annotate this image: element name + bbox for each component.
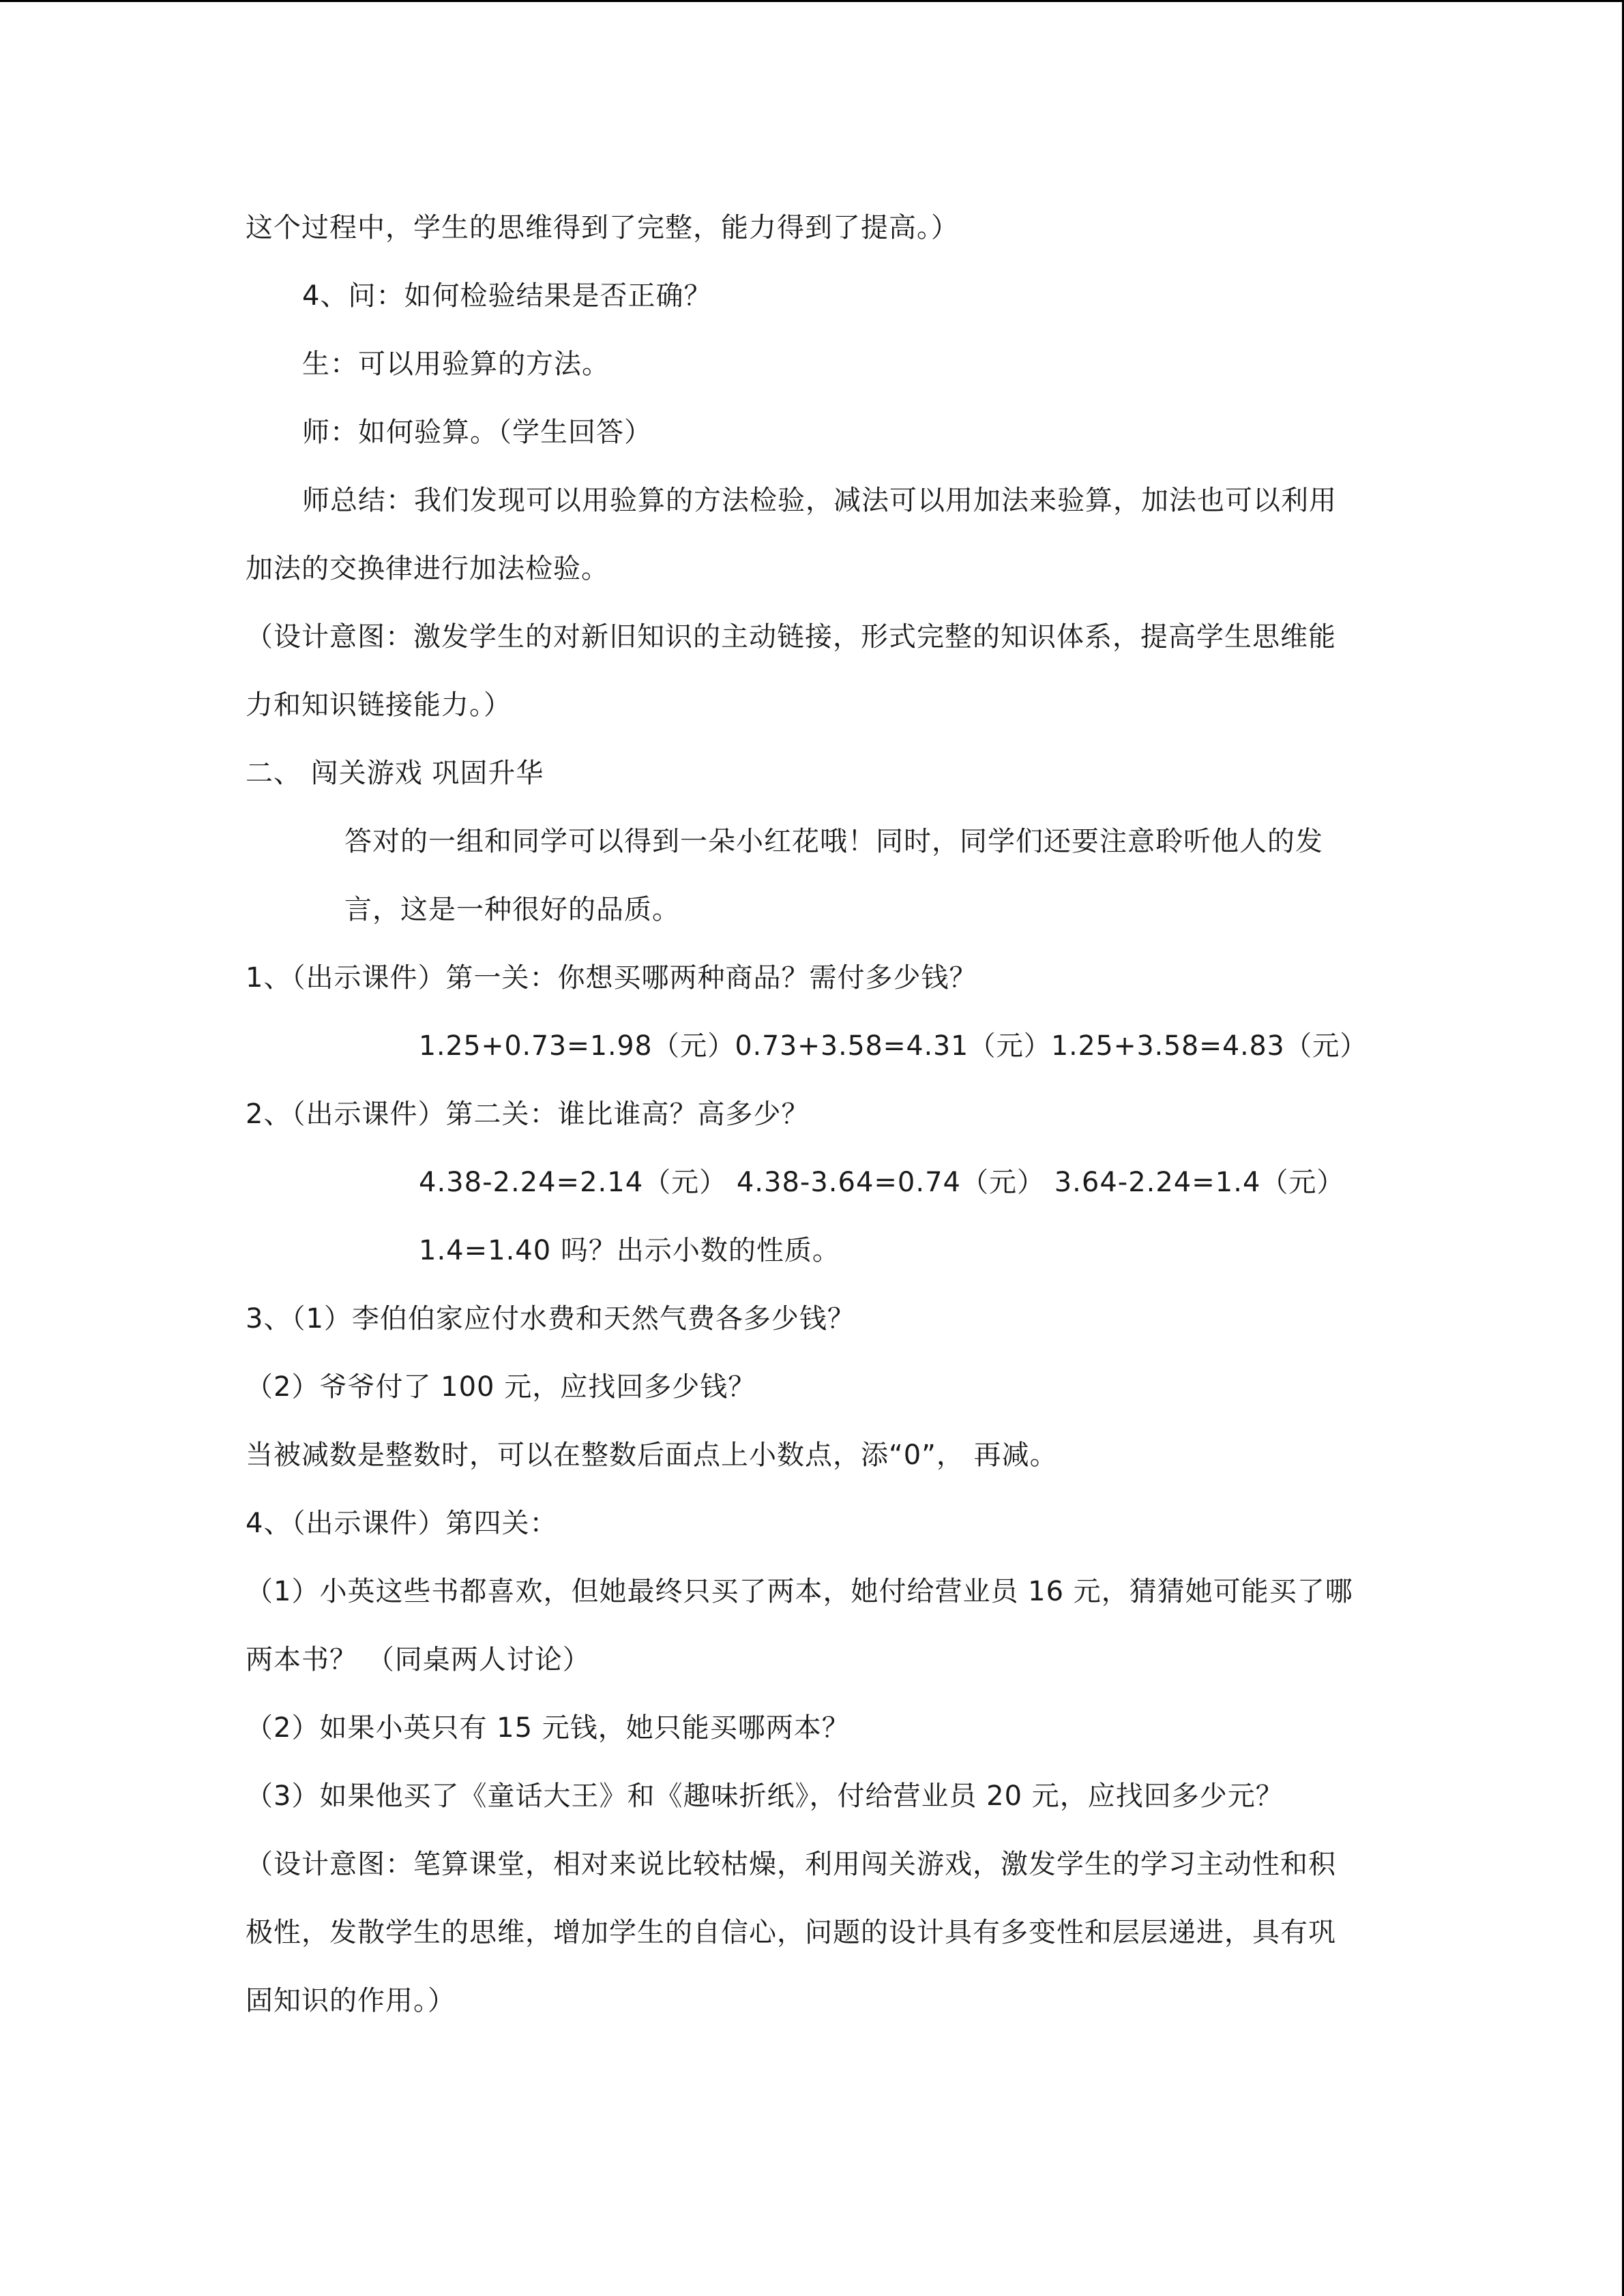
text-line: 极性，发散学生的思维，增加学生的自信心，问题的设计具有多变性和层层递进，具有巩 xyxy=(246,1917,1336,1948)
text-line: 固知识的作用。） xyxy=(246,1985,456,2016)
text-line: 4、（出示课件）第四关： xyxy=(246,1508,558,1539)
text-line: （3）如果他买了《童话大王》和《趣味折纸》，付给营业员 20 元，应找回多少元？ xyxy=(246,1780,1284,1812)
text-line: 两本书？ （同桌两人讨论） xyxy=(246,1644,591,1675)
equation-line: 1.25+0.73=1.98（元）0.73+3.58=4.31（元）1.25+3.58=4.83（元） xyxy=(419,1030,1368,1062)
text-line: 这个过程中，学生的思维得到了完整，能力得到了提高。） xyxy=(246,212,959,243)
text-line: 1.4=1.40 吗？出示小数的性质。 xyxy=(419,1235,840,1266)
text-line: 生：可以用验算的方法。 xyxy=(302,348,610,380)
text-line: （2）如果小英只有 15 元钱，她只能买哪两本？ xyxy=(246,1712,850,1744)
text-line: 当被减数是整数时，可以在整数后面点上小数点，添“0”， 再减。 xyxy=(246,1440,1058,1471)
text-line: 言，这是一种很好的品质。 xyxy=(344,894,680,925)
text-line: 4、问：如何检验结果是否正确？ xyxy=(302,280,712,312)
text-line: （设计意图：笔算课堂，相对来说比较枯燥，利用闯关游戏，激发学生的学习主动性和积 xyxy=(246,1849,1336,1880)
text-line: 3、（1）李伯伯家应付水费和天然气费各多少钱？ xyxy=(246,1303,855,1335)
text-line: （设计意图：激发学生的对新旧知识的主动链接，形式完整的知识体系，提高学生思维能 xyxy=(246,621,1336,653)
text-line: 2、（出示课件）第二关：谁比谁高？高多少？ xyxy=(246,1099,810,1130)
text-line: 师总结：我们发现可以用验算的方法检验，减法可以用加法来验算，加法也可以利用 xyxy=(302,485,1337,516)
text-line: 1、（出示课件）第一关：你想买哪两种商品？需付多少钱？ xyxy=(246,962,977,994)
text-line: 答对的一组和同学可以得到一朵小红花哦！同时，同学们还要注意聆听他人的发 xyxy=(344,826,1323,857)
text-line: （1）小英这些书都喜欢，但她最终只买了两本，她付给营业员 16 元，猜猜她可能买了哪 xyxy=(246,1576,1353,1607)
equation-line: 4.38-2.24=2.14（元） 4.38-3.64=0.74（元） 3.64-2.24=1.4（元） xyxy=(419,1167,1345,1198)
text-line: （2）爷爷付了 100 元，应找回多少钱？ xyxy=(246,1371,756,1403)
text-line: 加法的交换律进行加法检验。 xyxy=(246,553,609,584)
text-line: 师：如何验算。（学生回答） xyxy=(302,417,652,448)
text-line: 力和知识链接能力。） xyxy=(246,689,512,721)
section-heading: 二、 闯关游戏 巩固升华 xyxy=(246,758,544,789)
